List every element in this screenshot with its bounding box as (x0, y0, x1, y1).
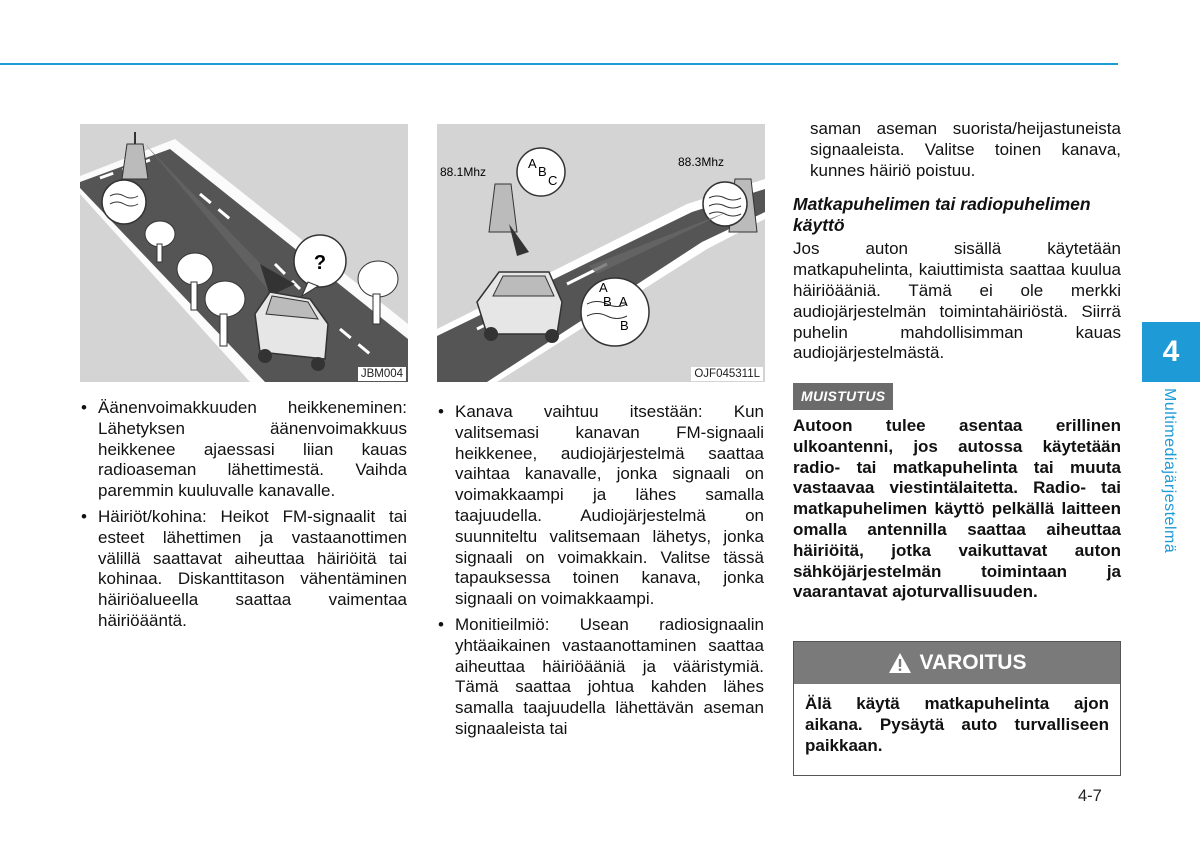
chapter-title-vertical (1148, 388, 1188, 578)
chapter-title: Multimediajärjestelmä (1161, 388, 1178, 554)
chapter-tab: 4 (1142, 322, 1200, 382)
page-number: 4-7 (1078, 787, 1102, 805)
figure-channel-switch (437, 124, 765, 382)
bubble-letter: B (603, 294, 612, 309)
tower-icon (122, 132, 148, 179)
header-rule (0, 63, 1118, 65)
bullet-item: • Häiriöt/kohina: Heikot FM-signaalit tai esteet lähettimen ja vastaanottimen välillä saattavat aiheuttaa häiriöitä tai kohinaa. Diskanttitason vähentäminen häiriöalueella saattaa vaimentaa häiriöääntä. (79, 507, 407, 632)
bubble-letter: B (620, 318, 629, 333)
warning-text: Älä käytä matkapuhelinta ajon aikana. Pysäytä auto turvalliseen paikkaan. (805, 694, 1109, 755)
bubble-letter: C (548, 173, 558, 188)
bubble-letter: B (538, 164, 547, 179)
right-column (793, 119, 1121, 603)
bullet-item: • Kanava vaihtuu itsestään: Kun valitsemasi kanavan FM-signaali heikkenee, audiojärjestelmä saattaa vaihtaa kanavalle, jonka signaali on voimakkaampi ja lähes samalla taajuudella. Audiojärjestelmä on suunniteltu valitsemaan lähetys, jonka signaali on voimakkain. Valitse tässä tapauksessa toinen kanava, jonka signaali on voimakkaampi. (436, 402, 764, 610)
frequency-left: 88.1Mhz (440, 165, 487, 179)
warning-box (793, 641, 1121, 776)
notice-label: MUISTUTUS (793, 383, 893, 410)
figure-signal-fade (80, 124, 408, 382)
figure-code: OJF045311L (691, 367, 763, 381)
frequency-right: 88.3Mhz (678, 155, 725, 169)
signal-fade-illustration (80, 124, 408, 382)
bullet-item: • Äänenvoimakkuuden heikkeneminen: Lähetyksen äänenvoimakkuus heikkenee ajaessasi liian kauas radioaseman lähettimestä. Vaihda paremmin kuuluvalle kanavalle. (79, 398, 407, 502)
continued-text: saman aseman suorista/heijastuneista signaaleista. Valitse toinen kanava, kunnes häiriö poistuu. (810, 119, 1121, 180)
middle-column (436, 402, 764, 745)
bullet-item: • Monitieilmiö: Usean radiosignaalin yhtäaikainen vastaanottaminen saattaa aiheuttaa häiriöääniä ja vääristymiä. Tämä saattaa johtua kahden lähes samalla taajuudella lähettävän aseman signaaleista tai (436, 615, 764, 740)
section-heading: Matkapuhelimen tai radiopuhelimen käyttö (793, 194, 1091, 236)
left-column (79, 398, 407, 637)
section-paragraph: Jos auton sisällä käytetään matkapuhelinta, kaiuttimista saattaa kuulua häiriöääniä. Tämä ei ole merkki audiojärjestelmän toimintahäiriöstä. Siirrä puhelin mahdollisimman kauas audiojärjestelmästä. (793, 239, 1121, 363)
notice-text: Autoon tulee asentaa erillinen ulkoantenni, jos autossa käytetään radio- tai matkapuhelinta tai muuta vastaavaa viestintälaitetta. Radio- tai matkapuhelimen käyttö pelkällä laitteen omalla antennilla saattaa aiheuttaa häiriöitä, jotka vaikuttavat auton sähköjärjestelmän toimintaan ja vaarantavat ajoturvallisuuden. (793, 415, 1121, 602)
figure-code: JBM004 (358, 367, 406, 381)
car-icon (477, 272, 562, 343)
bubble-letter: A (599, 280, 608, 295)
bubble-letter: A (528, 156, 537, 171)
channel-switch-illustration (437, 124, 765, 382)
warning-triangle-icon (888, 652, 912, 674)
bubble-letter: A (619, 294, 628, 309)
warning-header (794, 642, 1120, 684)
question-mark-bubble: ? (313, 252, 327, 274)
warning-title: VAROITUS (919, 651, 1027, 674)
